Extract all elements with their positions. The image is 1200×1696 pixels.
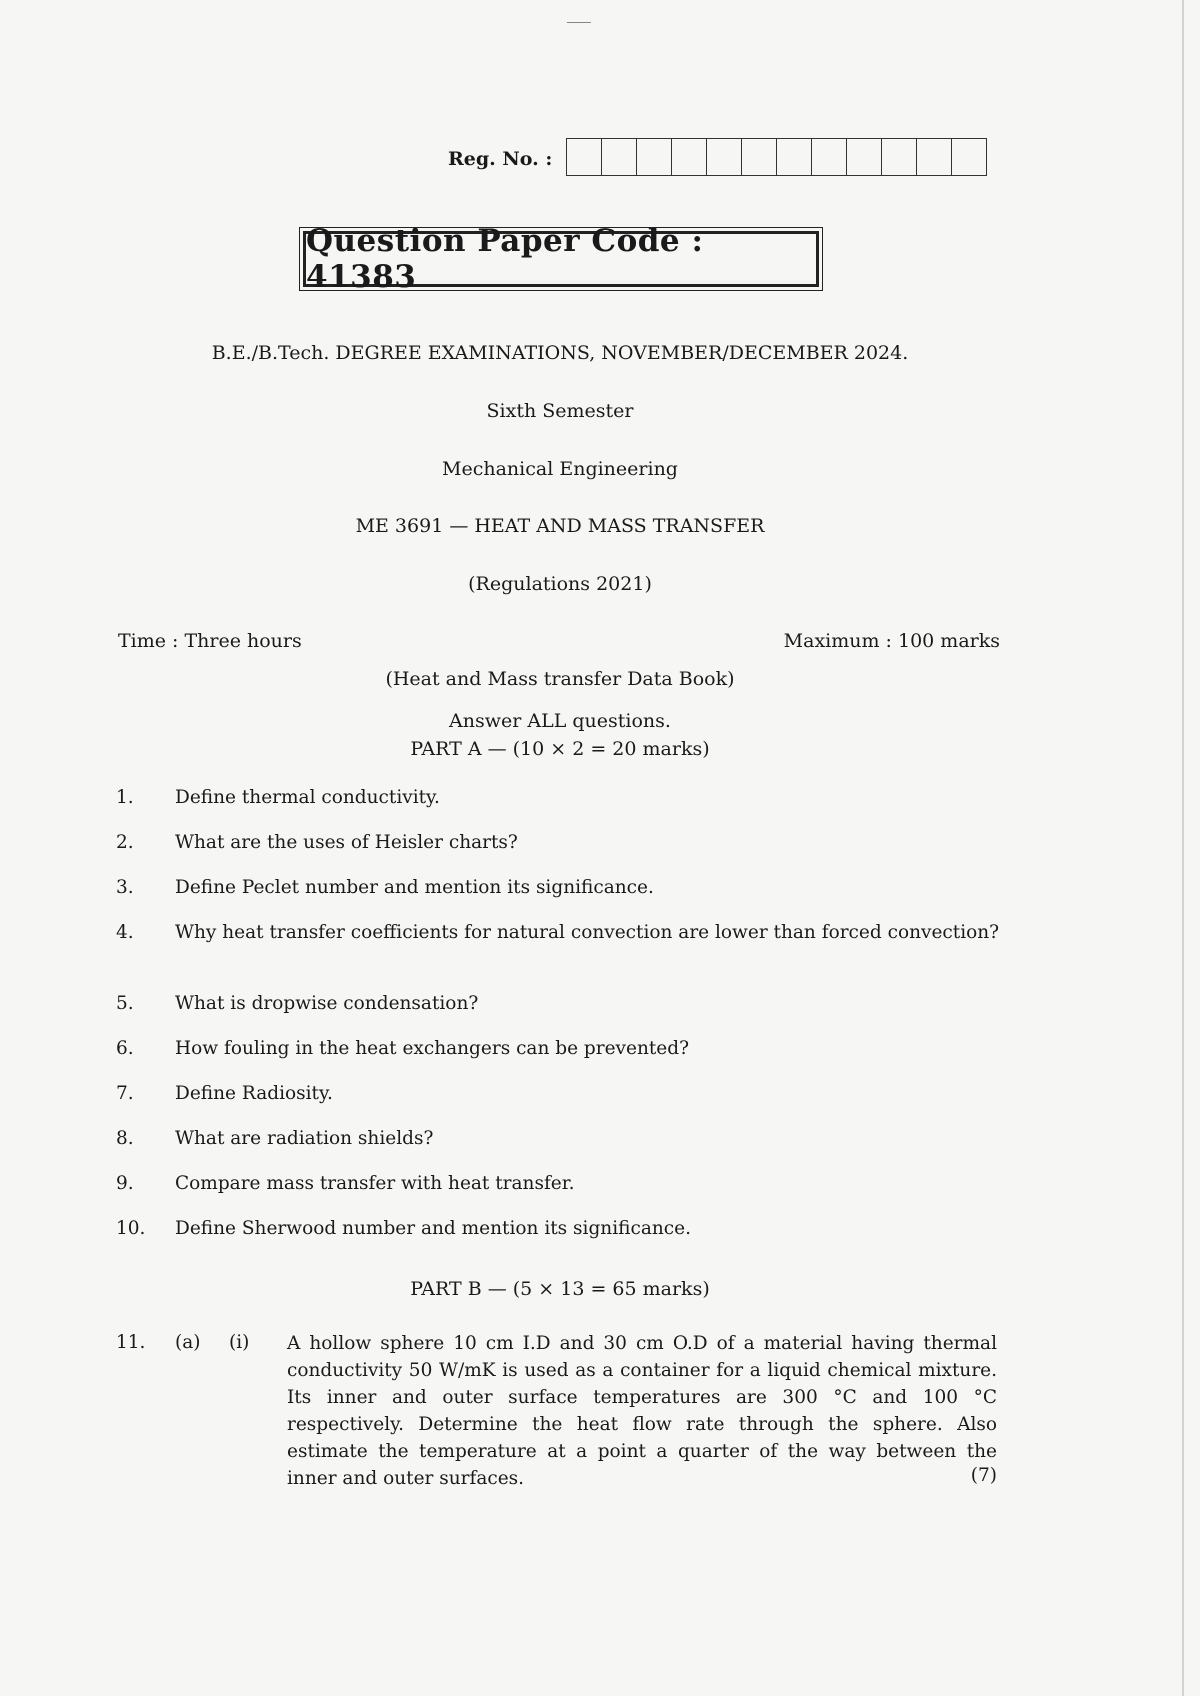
question-number: 11. <box>116 1332 146 1353</box>
reg-no-digit-box[interactable] <box>602 138 637 176</box>
question-number: 7. <box>116 1083 134 1104</box>
question-number: 8. <box>116 1128 134 1149</box>
part-a-heading: PART A — (10 × 2 = 20 marks) <box>410 738 710 760</box>
semester: Sixth Semester <box>486 400 634 422</box>
reg-no-label: Reg. No. : <box>448 148 553 170</box>
question-number: 3. <box>116 877 134 898</box>
question-text: Define thermal conductivity. <box>175 787 440 808</box>
department: Mechanical Engineering <box>442 458 678 480</box>
paper-code-box <box>303 223 819 295</box>
question-text: How fouling in the heat exchangers can be prevented? <box>175 1038 690 1059</box>
question-number: 6. <box>116 1038 134 1059</box>
question-text: Define Radiosity. <box>175 1083 333 1104</box>
time-allowed: Time : Three hours <box>118 630 302 652</box>
question-text: Why heat transfer coefficients for natural convection are lower than forced convection? <box>175 922 1000 943</box>
question-text: A hollow sphere 10 cm I.D and 30 cm O.D of a material having thermal conductivity 50 W/mK is used as a container for a liquid chemical mixture. Its inner and outer surface temperatures are 300 °C and 100 °C respectively. Determine the heat flow rate through the sphere. Also estimate the temperature at a point a quarter of the way between the inner and outer surfaces. <box>287 1333 997 1489</box>
question-part: (a) <box>175 1332 201 1353</box>
course-title: ME 3691 — HEAT AND MASS TRANSFER <box>355 515 765 537</box>
reg-no-digit-box[interactable] <box>812 138 847 176</box>
reg-no-digit-box[interactable] <box>672 138 707 176</box>
question-number: 2. <box>116 832 134 853</box>
question-text: What is dropwise condensation? <box>175 993 479 1014</box>
exam-title: B.E./B.Tech. DEGREE EXAMINATIONS, NOVEMBER/DECEMBER 2024. <box>211 342 909 364</box>
reg-no-boxes[interactable] <box>566 138 987 176</box>
question-number: 5. <box>116 993 134 1014</box>
question-marks: (7) <box>970 1465 997 1486</box>
reg-no-digit-box[interactable] <box>952 138 987 176</box>
question-number: 4. <box>116 922 134 943</box>
question-number: 10. <box>116 1218 146 1239</box>
page-edge <box>1182 0 1184 1696</box>
maximum-marks: Maximum : 100 marks <box>783 630 1000 652</box>
reg-no-digit-box[interactable] <box>742 138 777 176</box>
reg-no-digit-box[interactable] <box>567 138 602 176</box>
question-number: 9. <box>116 1173 134 1194</box>
reg-no-digit-box[interactable] <box>707 138 742 176</box>
reg-no-digit-box[interactable] <box>777 138 812 176</box>
question-subpart: (i) <box>229 1332 250 1353</box>
instruction: Answer ALL questions. <box>449 710 671 732</box>
reg-no-digit-box[interactable] <box>637 138 672 176</box>
data-book-note: (Heat and Mass transfer Data Book) <box>385 668 735 690</box>
question-number: 1. <box>116 787 134 808</box>
regulations: (Regulations 2021) <box>468 573 652 595</box>
top-dash <box>567 22 591 23</box>
reg-no-digit-box[interactable] <box>882 138 917 176</box>
part-b-heading: PART B — (5 × 13 = 65 marks) <box>410 1278 710 1300</box>
question-text: Compare mass transfer with heat transfer. <box>175 1173 575 1194</box>
reg-no-digit-box[interactable] <box>917 138 952 176</box>
paper-code: Question Paper Code : 41383 <box>306 223 704 295</box>
question-text: Define Peclet number and mention its significance. <box>175 877 654 898</box>
reg-no-digit-box[interactable] <box>847 138 882 176</box>
question-text: Define Sherwood number and mention its significance. <box>175 1218 691 1239</box>
question-text: What are radiation shields? <box>175 1128 434 1149</box>
question-text: What are the uses of Heisler charts? <box>175 832 518 853</box>
